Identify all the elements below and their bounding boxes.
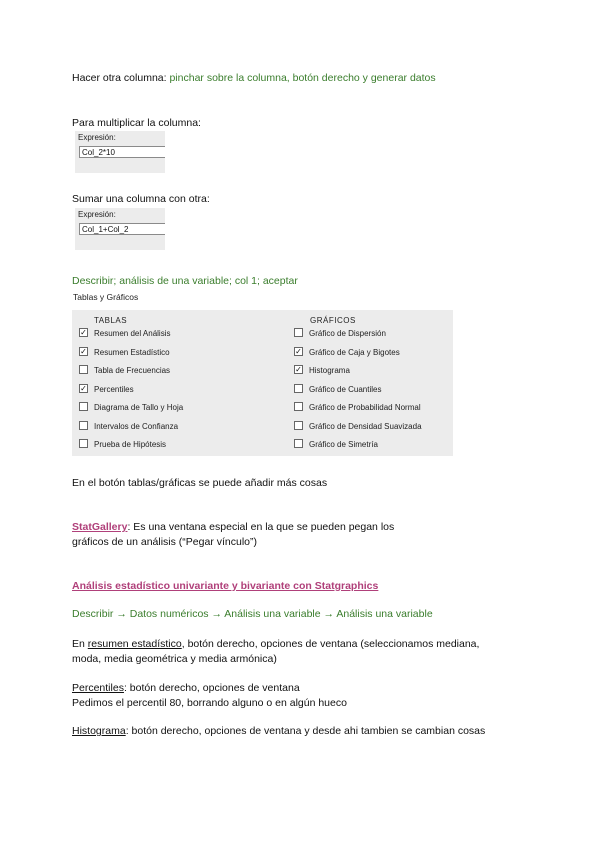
table-checkbox[interactable]: ✓ bbox=[80, 328, 87, 338]
histograma-line bbox=[72, 725, 485, 737]
table-option[interactable] bbox=[79, 422, 178, 432]
describe-instruction: Describir; análisis de una variable; col 1; aceptar bbox=[72, 275, 298, 287]
sum-expression-label: Expresión: bbox=[78, 210, 116, 219]
percentiles-term: Percentiles bbox=[72, 682, 124, 694]
graph-option[interactable] bbox=[294, 403, 421, 413]
intro-line bbox=[72, 72, 436, 84]
table-option-label: Percentiles bbox=[94, 384, 134, 394]
table-option[interactable] bbox=[79, 385, 134, 395]
table-option[interactable] bbox=[79, 366, 170, 376]
multiply-expression-box bbox=[75, 131, 165, 173]
table-option-label: Resumen Estadístico bbox=[94, 347, 170, 357]
multiply-expression-input[interactable]: Col_2*10 bbox=[79, 146, 165, 158]
statgallery-line-1 bbox=[72, 521, 394, 533]
statgallery-term[interactable]: StatGallery bbox=[72, 521, 128, 533]
table-option[interactable] bbox=[79, 329, 170, 339]
table-option-label: Tabla de Frecuencias bbox=[94, 366, 171, 375]
sum-heading: Sumar una columna con otra: bbox=[72, 193, 210, 205]
graph-option-label: Gráfico de Dispersión bbox=[309, 329, 386, 338]
table-option-label: Intervalos de Confianza bbox=[94, 421, 179, 431]
tables-graphs-panel bbox=[72, 310, 453, 456]
table-checkbox[interactable] bbox=[79, 365, 88, 374]
graph-option[interactable] bbox=[294, 422, 422, 432]
resumen-prefix: En bbox=[72, 638, 88, 650]
graph-option-label: Gráfico de Probabilidad Normal bbox=[309, 403, 421, 412]
table-checkbox[interactable] bbox=[79, 439, 88, 448]
tables-heading: TABLAS bbox=[94, 316, 128, 325]
graph-checkbox[interactable] bbox=[294, 328, 303, 337]
table-checkbox[interactable] bbox=[79, 421, 88, 430]
graph-checkbox[interactable]: ✓ bbox=[295, 346, 302, 356]
graph-option[interactable] bbox=[294, 329, 386, 339]
tables-graphs-title: Tablas y Gráficos bbox=[73, 292, 139, 302]
menu-path: Describir → Datos numéricos → Análisis una variable → Análisis una variable bbox=[72, 608, 433, 620]
graph-option[interactable] bbox=[294, 440, 378, 450]
statgallery-text-1: : Es una ventana especial en la que se pueden pegan los bbox=[127, 521, 395, 533]
graph-checkbox[interactable] bbox=[294, 421, 303, 430]
resumen-line-1 bbox=[72, 638, 479, 650]
table-checkbox[interactable]: ✓ bbox=[80, 383, 87, 393]
intro-instruction: pinchar sobre la columna, botón derecho y generar datos bbox=[169, 72, 436, 84]
table-option-label: Diagrama de Tallo y Hoja bbox=[94, 403, 184, 412]
multiply-expression-label: Expresión: bbox=[78, 133, 116, 142]
intro-prefix: Hacer otra columna: bbox=[72, 72, 170, 84]
table-option-label: Resumen del Análisis bbox=[94, 329, 171, 338]
graph-checkbox[interactable] bbox=[294, 384, 303, 393]
resumen-line-2: moda, media geométrica y media armónica) bbox=[72, 653, 277, 665]
sum-expression-input[interactable]: Col_1+Col_2 bbox=[79, 223, 165, 235]
histograma-term: Histograma bbox=[72, 725, 126, 737]
section-title: Análisis estadístico univariante y bivariante con Statgraphics bbox=[72, 580, 379, 592]
sum-expression-box bbox=[75, 208, 165, 250]
graph-checkbox[interactable] bbox=[294, 439, 303, 448]
resumen-term: resumen estadístico bbox=[87, 638, 182, 650]
graph-option-label: Gráfico de Caja y Bigotes bbox=[309, 347, 400, 357]
graph-option-label: Histograma bbox=[309, 366, 350, 375]
table-checkbox[interactable]: ✓ bbox=[80, 346, 87, 356]
table-option[interactable] bbox=[79, 440, 166, 450]
table-option-label: Prueba de Hipótesis bbox=[94, 440, 167, 449]
graph-checkbox[interactable] bbox=[294, 402, 303, 411]
graphs-heading: GRÁFICOS bbox=[310, 316, 356, 325]
multiply-heading: Para multiplicar la columna: bbox=[72, 117, 201, 129]
percentiles-line-2: Pedimos el percentil 80, borrando alguno o en algún hueco bbox=[72, 697, 347, 709]
graph-option[interactable] bbox=[294, 348, 400, 358]
graph-option-label: Gráfico de Simetría bbox=[309, 440, 378, 449]
graph-option[interactable] bbox=[294, 385, 381, 395]
tables-note: En el botón tablas/gráficas se puede añadir más cosas bbox=[72, 477, 328, 489]
graph-option-label: Gráfico de Densidad Suavizada bbox=[309, 421, 422, 431]
table-option[interactable] bbox=[79, 403, 183, 413]
graph-option-label: Gráfico de Cuantiles bbox=[309, 384, 382, 394]
histograma-text-1: : botón derecho, opciones de ventana y desde ahi tambien se cambian cosas bbox=[125, 725, 486, 737]
statgallery-line-2: gráficos de un análisis (“Pegar vínculo”) bbox=[72, 536, 258, 548]
table-checkbox[interactable] bbox=[79, 402, 88, 411]
table-option[interactable] bbox=[79, 348, 170, 358]
resumen-text-1: , botón derecho, opciones de ventana (seleccionamos mediana, bbox=[181, 638, 480, 650]
percentiles-line-1 bbox=[72, 682, 300, 694]
graph-checkbox[interactable]: ✓ bbox=[295, 365, 302, 375]
percentiles-text-1: : botón derecho, opciones de ventana bbox=[123, 682, 300, 694]
graph-option[interactable] bbox=[294, 366, 350, 376]
